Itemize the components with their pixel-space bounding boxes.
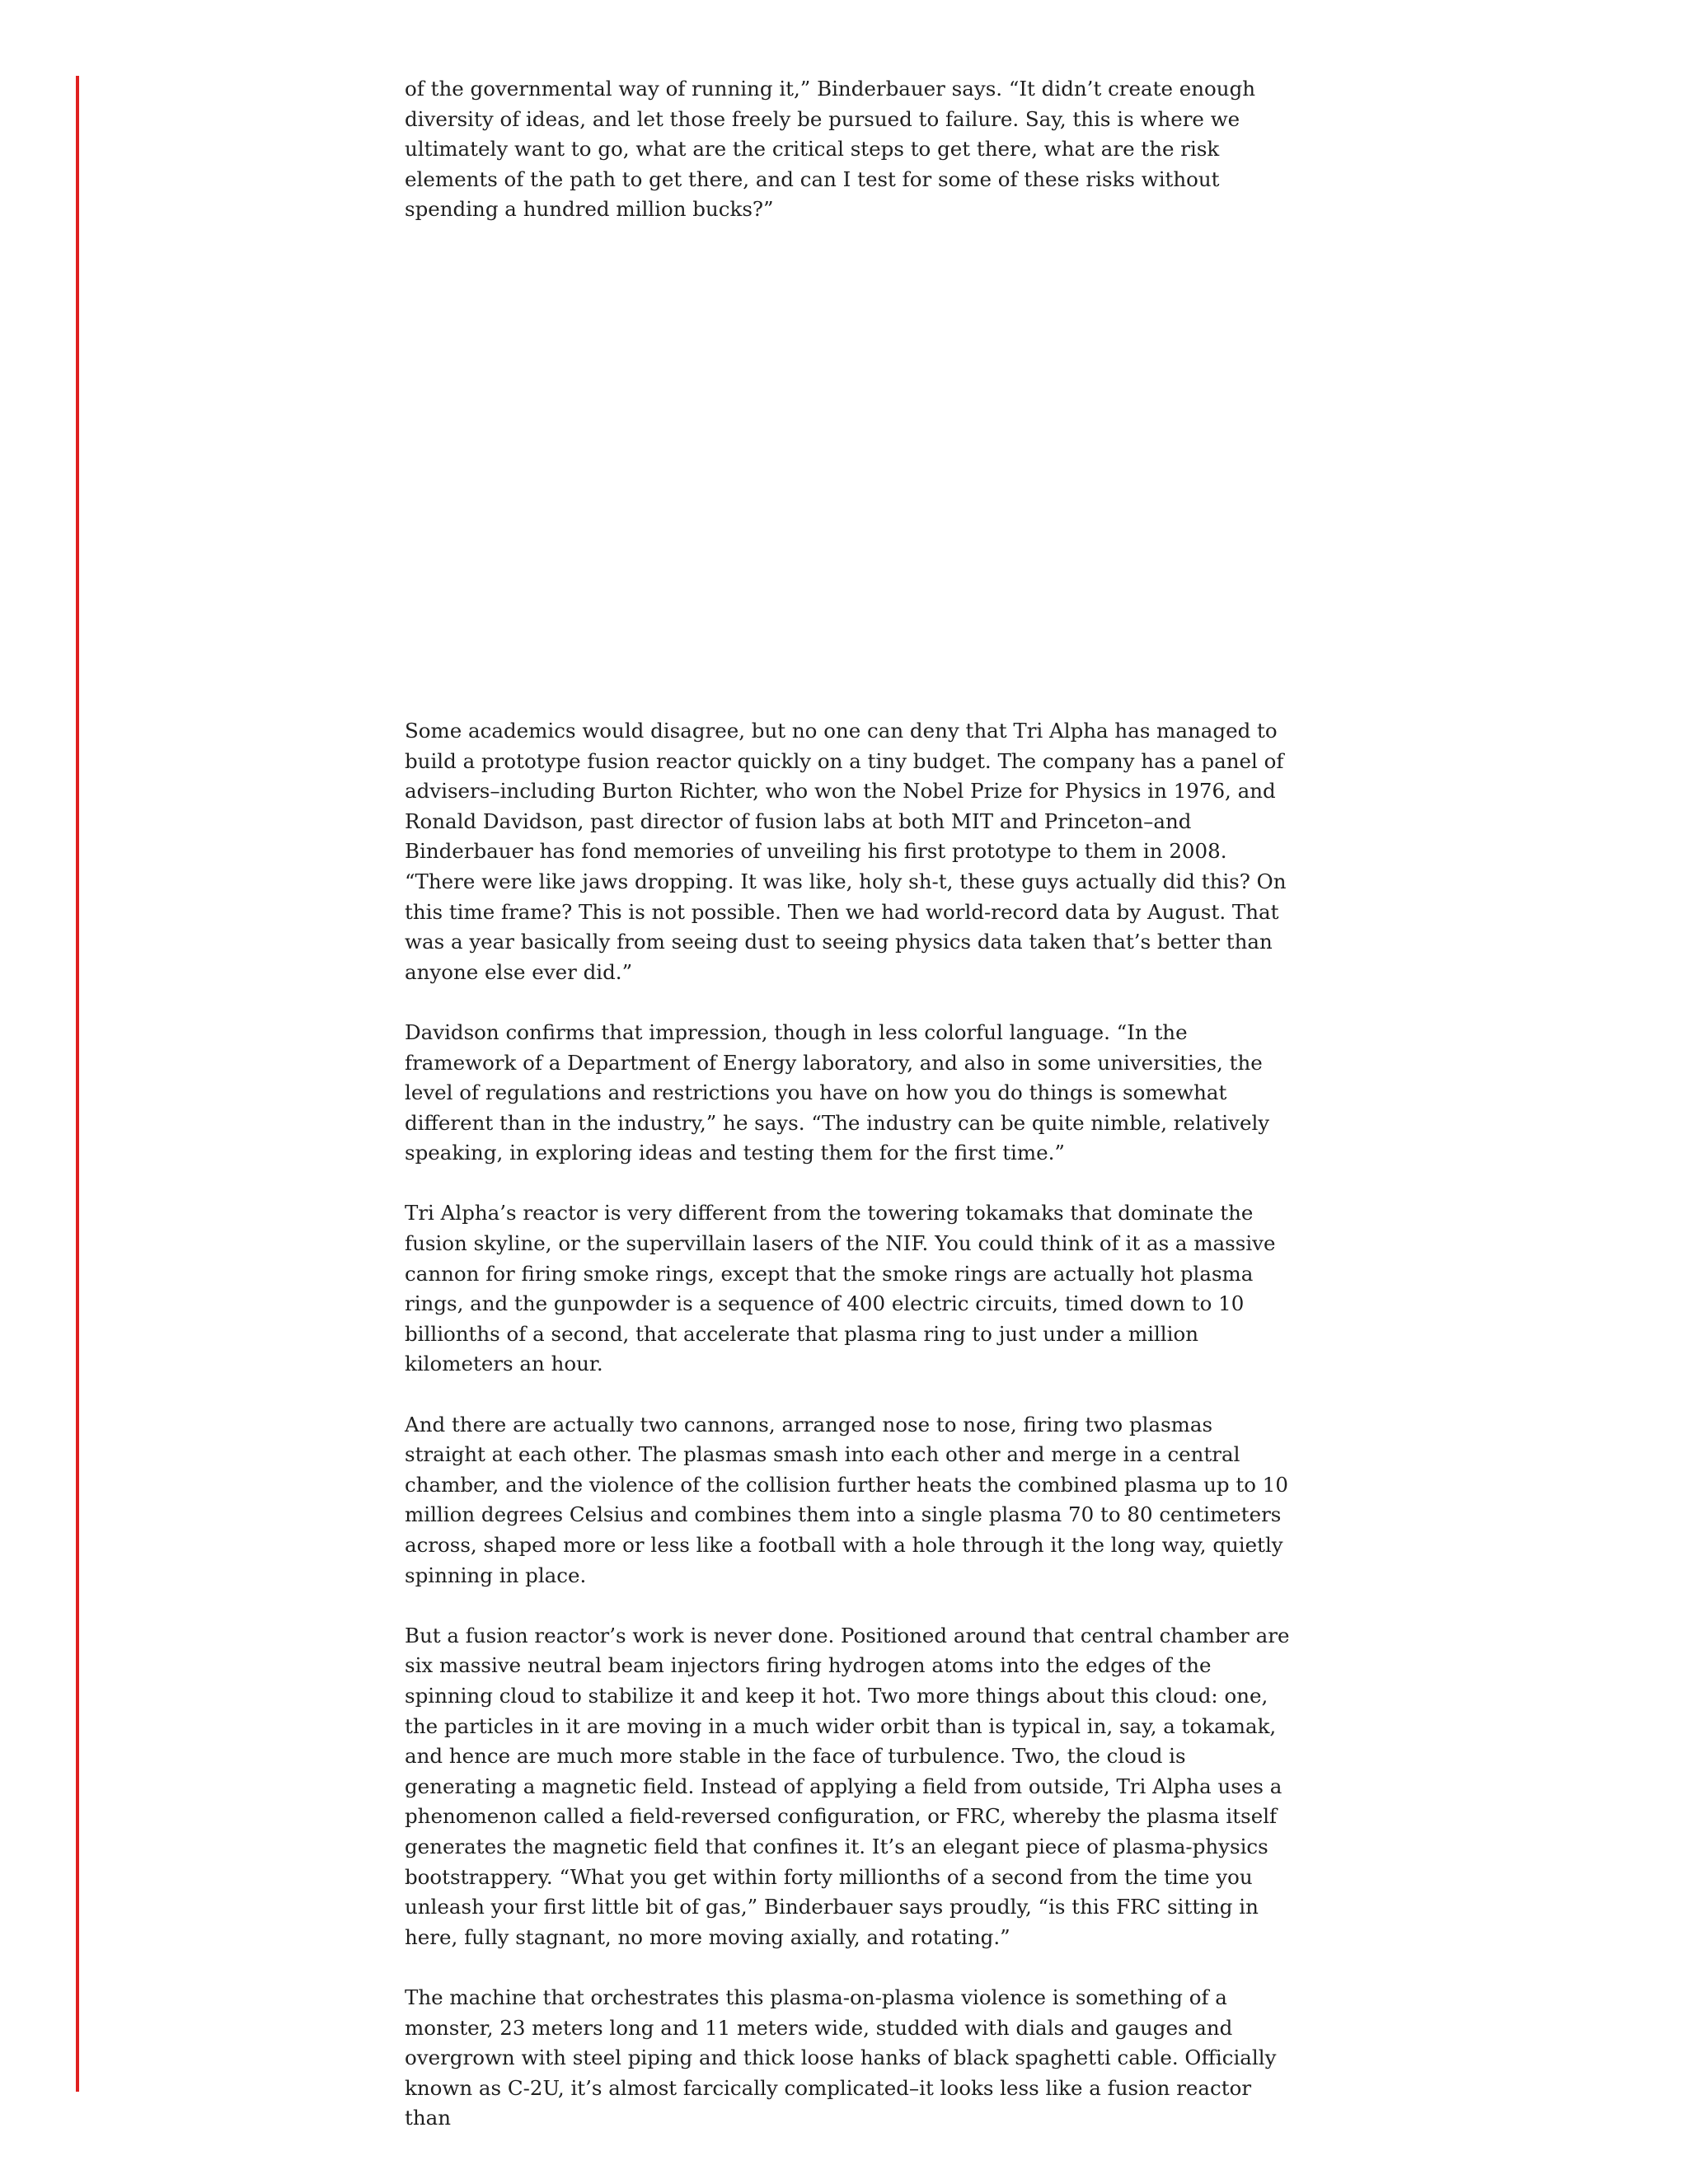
article-paragraph-1: of the governmental way of running it,” Binderbauer says. “It didn’t create enough diversity of ideas, and let those freely be pursued to failure. Say, this is where we ultimately want to go, what are the critical steps to get there, what are the risk elements of the path to get there, and can I test for some of these risks without spending a hundred million bucks?” (405, 77, 1256, 222)
article-body (405, 74, 1295, 2134)
article-accent-rule (76, 76, 79, 2092)
article-paragraph-4: Tri Alpha’s reactor is very different from the towering tokamaks that dominate the fusion skyline, or the supervillain lasers of the NIF. You could think of it as a massive cannon for firing smoke rings, except that the smoke rings are actually hot plasma rings, and the gunpowder is a sequence of 400 electric circuits, timed down to 10 billionths of a second, that accelerate that plasma ring to just under a million kilometers an hour. (405, 1201, 1276, 1376)
blank-ad-space (405, 225, 1295, 716)
article-paragraph-3: Davidson confirms that impression, though in less colorful language. “In the framework of a Department of Energy laboratory, and also in some universities, the level of regulations and restrictions you have on how you do things is somewhat different than in the industry,” he says. “The industry can be quite nimble, relatively speaking, in exploring ideas and testing them for the first time.” (405, 1019, 1270, 1165)
article-paragraph-7: The machine that orchestrates this plasma-on-plasma violence is something of a monster, 23 meters long and 11 meters wide, studded with dials and gauges and overgrown with steel piping and thick loose hanks of black spaghetti cable. Officially known as C-2U, it’s almost farcically complicated–it looks less like a fusion reactor than (405, 1985, 1277, 2130)
article-paragraph-6: But a fusion reactor’s work is never done. Positioned around that central chamber are six massive neutral beam injectors firing hydrogen atoms into the edges of the spinning cloud to stabilize it and keep it hot. Two more things about this cloud: one, the particles in it are moving in a much wider orbit than is typical in, say, a tokamak, and hence are much more stable in the face of turbulence. Two, the cloud is generating a magnetic field. Instead of applying a field from outside, Tri Alpha uses a phenomenon called a field-reversed configuration, or FRC, whereby the plasma itself generates the magnetic field that confines it. It’s an elegant piece of plasma-physics bootstrappery. “What you get within forty millionths of a second from the time you unleash your first little bit of gas,” Binderbauer says proudly, “is this FRC sitting in here, fully stagnant, no more moving axially, and rotating.” (405, 1623, 1290, 1949)
article-paragraph-5: And there are actually two cannons, arranged nose to nose, firing two plasmas straight at each other. The plasmas smash into each other and merge in a central chamber, and the violence of the collision further heats the combined plasma up to 10 million degrees Celsius and combines them into a single plasma 70 to 80 centimeters across, shaped more or less like a football with a hole through it the long way, quietly spinning in place. (405, 1412, 1288, 1587)
article-paragraph-2: Some academics would disagree, but no one can deny that Tri Alpha has managed to build a prototype fusion reactor quickly on a tiny budget. The company has a panel of advisers–including Burton Richter, who won the Nobel Prize for Physics in 1976, and Ronald Davidson, past director of fusion labs at both MIT and Princeton–and Binderbauer has fond memories of unveiling his first prototype to them in 2008. “There were like jaws dropping. It was like, holy sh-t, these guys actually did this? On this time frame? This is not possible. Then we had world-record data by August. That was a year basically from seeing dust to seeing physics data taken that’s better than anyone else ever did.” (405, 718, 1287, 984)
